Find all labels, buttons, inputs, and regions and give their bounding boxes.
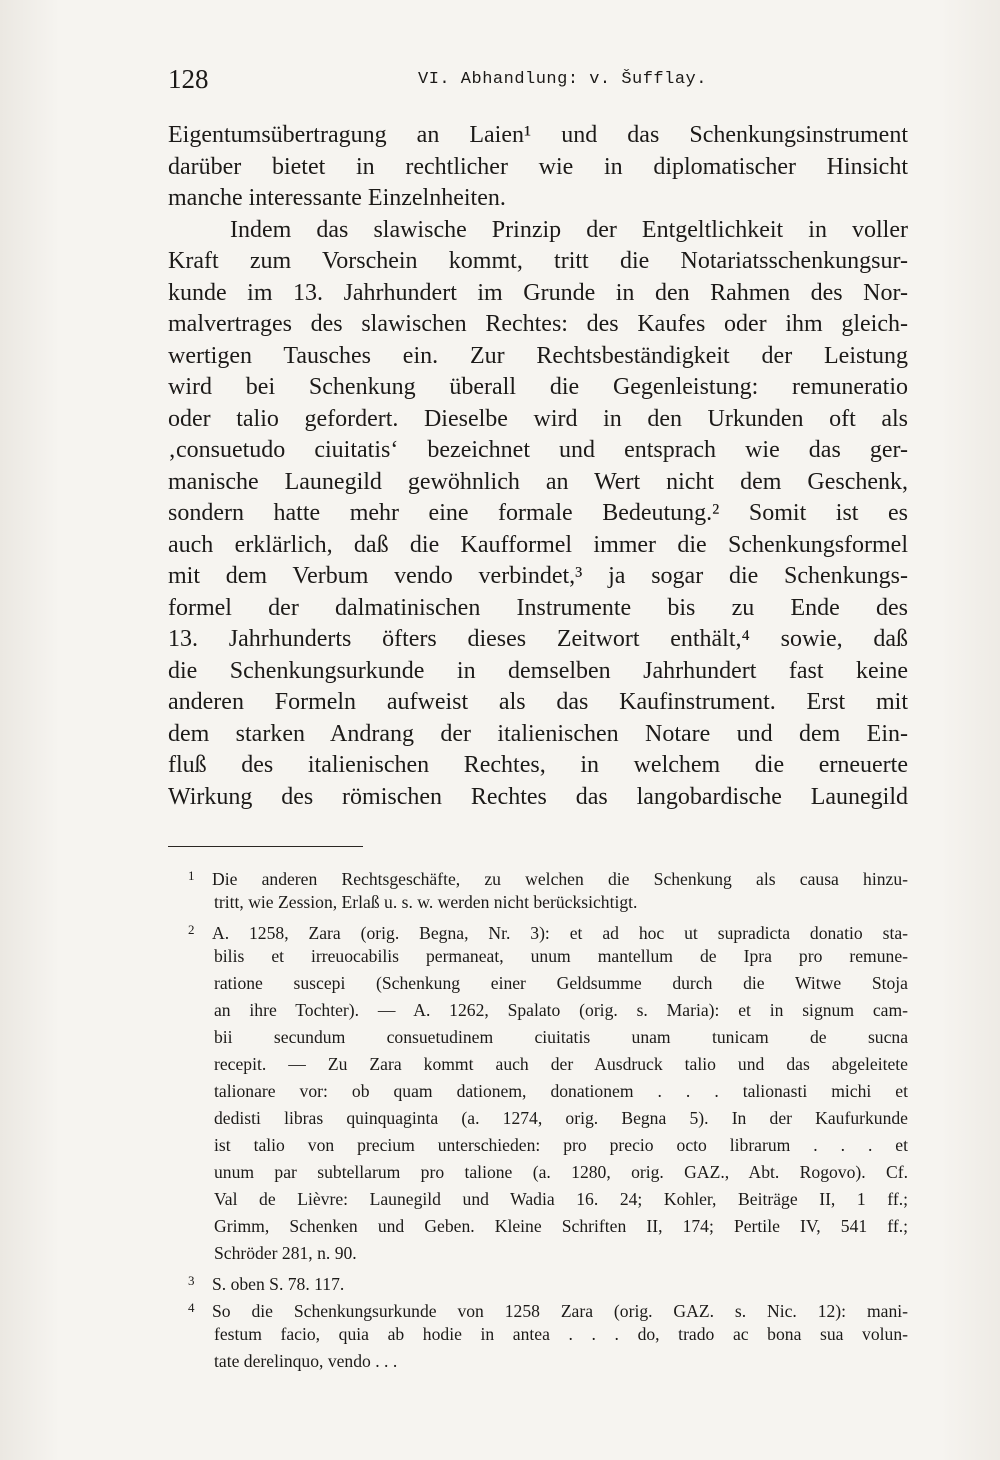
- footnote-text: So die Schenkungsurkunde von 1258 Zara (orig. GAZ. s. Nic. 12): mani-: [212, 1301, 908, 1321]
- text-line: sondern hatte mehr eine formale Bedeutung.² Somit ist es: [168, 500, 908, 526]
- text-line: darüber bietet in rechtlicher wie in diplomatischer Hinsicht: [168, 153, 908, 180]
- footnote-line: ratione suscepi (Schenkung einer Geldsumme durch die Witwe Stoja: [214, 973, 908, 993]
- text-line: fluß des italienischen Rechtes, in welchem die erneuerte: [168, 752, 908, 778]
- footnote-mark: 3: [188, 1273, 195, 1288]
- text-line: wertigen Tausches ein. Zur Rechtsbeständigkeit der Leistung: [168, 342, 908, 369]
- text-line: formel der dalmatinischen Instrumente bis zu Ende des: [168, 594, 908, 621]
- text-line: mit dem Verbum vendo verbindet,³ ja sogar die Schenkungs-: [168, 563, 908, 589]
- footnote-line: talionare vor: ob quam dationem, donationem . . . talionasti michi et: [214, 1081, 908, 1101]
- text-line: kunde im 13. Jahrhundert im Grunde in den Rahmen des Nor-: [168, 279, 908, 306]
- text-line: Indem das slawische Prinzip der Entgeltlichkeit in voller: [230, 216, 908, 243]
- footnotes: [188, 862, 908, 1375]
- text-line: oder talio gefordert. Dieselbe wird in den Urkunden oft als: [168, 405, 908, 432]
- footnote-line: [188, 1294, 908, 1321]
- page-header: [168, 62, 908, 102]
- footnote-rule: [168, 846, 363, 847]
- footnote-line: dedisti libras quinquaginta (a. 1274, orig. Begna 5). In der Kaufurkunde: [214, 1108, 908, 1128]
- footnote-mark: 1: [188, 868, 195, 883]
- text-line: auch erklärlich, daß die Kaufformel immer die Schenkungsformel: [168, 531, 908, 558]
- footnote-line: tritt, wie Zession, Erlaß u. s. w. werden nicht berücksichtigt.: [214, 892, 638, 912]
- main-text: [168, 120, 908, 813]
- footnote-line: bii secundum consuetudinem ciuitatis unam tunicam de sucna: [214, 1027, 908, 1047]
- text-line: 13. Jahrhunderts öfters dieses Zeitwort enthält,⁴ sowie, daß: [168, 626, 908, 652]
- footnote-line: ist talio von precium unterschieden: pro precio octo librarum . . . et: [214, 1135, 908, 1155]
- text-line: die Schenkungsurkunde in demselben Jahrhundert fast keine: [168, 657, 908, 684]
- text-line: dem starken Andrang der italienischen Notare und dem Ein-: [168, 720, 908, 747]
- text-line: manische Launegild gewöhnlich an Wert nicht dem Geschenk,: [168, 468, 908, 495]
- footnote-line: an ihre Tochter). — A. 1262, Spalato (orig. s. Maria): et in signum cam-: [214, 1000, 908, 1020]
- running-head: VI. Abhandlung: v. Šufflay.: [418, 70, 707, 89]
- footnote-line: festum facio, quia ab hodie in antea . . . do, trado ac bona sua volun-: [214, 1324, 908, 1344]
- text-line: Kraft zum Vorschein kommt, tritt die Notariatsschenkungsur-: [168, 248, 908, 274]
- footnote-line: [188, 916, 908, 943]
- footnote-text: Die anderen Rechtsgeschäfte, zu welchen die Schenkung als causa hinzu-: [212, 869, 908, 889]
- footnote-line: Val de Lièvre: Launegild und Wadia 16. 24; Kohler, Beiträge II, 1 ff.;: [214, 1189, 908, 1209]
- text-line: manche interessante Einzelnheiten.: [168, 185, 506, 211]
- footnote-line: Schröder 281, n. 90.: [214, 1243, 357, 1263]
- text-line: ‚consuetudo ciuitatis‘ bezeichnet und entsprach wie das ger-: [168, 437, 908, 463]
- text-line: Wirkung des römischen Rechtes das langobardische Launegild: [168, 783, 908, 810]
- text-line: anderen Formeln aufweist als das Kaufinstrument. Erst mit: [168, 689, 908, 715]
- text-line: malvertrages des slawischen Rechtes: des Kaufes oder ihm gleich-: [168, 311, 908, 337]
- footnote-line: bilis et irreuocabilis permaneat, unum mantellum de Ipra pro remune-: [214, 946, 908, 966]
- footnote-text: S. oben S. 78. 117.: [212, 1274, 345, 1294]
- footnote-line: recepit. — Zu Zara kommt auch der Ausdruck talio und das abgeleitete: [214, 1054, 908, 1074]
- footnote-line: unum par subtellarum pro talione (a. 1280, orig. GAZ., Abt. Rogovo). Cf.: [214, 1162, 908, 1182]
- footnote-line: [188, 862, 908, 889]
- footnote-mark: 2: [188, 922, 195, 937]
- footnote-text: A. 1258, Zara (orig. Begna, Nr. 3): et ad hoc ut supradicta donatio sta-: [212, 923, 908, 943]
- text-line: Eigentumsübertragung an Laien¹ und das Schenkungsinstrument: [168, 122, 908, 148]
- footnote-line: tate derelinquo, vendo . . .: [214, 1351, 398, 1371]
- footnote-mark: 4: [188, 1300, 195, 1315]
- page-number: 128: [168, 64, 209, 94]
- text-line: wird bei Schenkung überall die Gegenleistung: remuneratio: [168, 374, 908, 400]
- footnote-line: [188, 1267, 908, 1294]
- footnote-line: Grimm, Schenken und Geben. Kleine Schriften II, 174; Pertile IV, 541 ff.;: [214, 1216, 908, 1236]
